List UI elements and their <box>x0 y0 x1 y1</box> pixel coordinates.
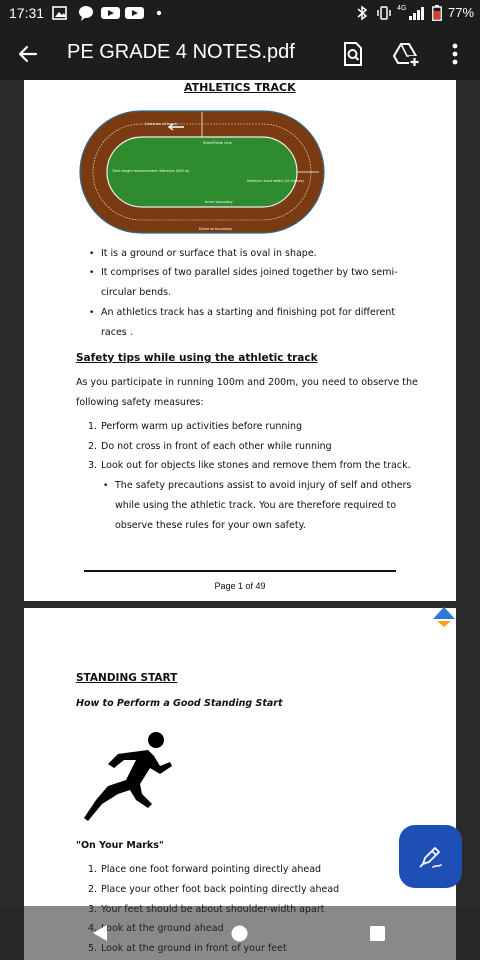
nav-back-icon[interactable] <box>90 923 110 943</box>
footer-rule <box>84 570 396 572</box>
diagram-label-track-length: Track length measurement reference (400 m) <box>112 169 190 173</box>
publisher-logo-icon <box>432 606 456 628</box>
youtube-notification-icon <box>101 5 120 21</box>
back-arrow-icon[interactable] <box>14 40 42 68</box>
bullet-dot: • <box>103 481 109 491</box>
track-bullet-line: It is a ground or surface that is oval in shape. <box>101 248 317 259</box>
chat-notification-icon <box>78 5 94 21</box>
safety-intro-line: As you participate in running 100m and 200m, you need to observe the <box>76 377 418 388</box>
gallery-notification-icon <box>52 5 68 21</box>
safety-item: Do not cross in front of each other while running <box>101 441 332 452</box>
more-notifications-dot-icon <box>155 5 163 21</box>
sub-bullet-line: while using the athletic track. You are therefore required to <box>115 500 397 511</box>
safety-item: Look out for objects like stones and remove them from the track. <box>101 460 411 471</box>
standing-start-step: Place your other foot back pointing directly ahead <box>101 884 340 895</box>
more-vert-icon[interactable] <box>441 40 469 68</box>
app-bar <box>0 28 480 80</box>
list-number: 2. <box>88 441 98 452</box>
on-your-marks-label: "On Your Marks" <box>76 840 164 851</box>
track-bullet-line: circular bends. <box>101 287 172 298</box>
diagram-label-external-boundary: External boundary <box>199 227 233 231</box>
bullet-dot: • <box>89 249 95 259</box>
bluetooth-icon <box>356 5 368 21</box>
safety-item: Perform warm up activities before running <box>101 421 303 432</box>
diagram-label-minimum-width: Minimum track width (10 metres) <box>247 179 304 183</box>
page-heading: ATHLETICS TRACK <box>184 81 296 94</box>
list-number: 1. <box>88 864 98 875</box>
document-search-icon[interactable] <box>339 40 367 68</box>
athletics-track-diagram <box>79 110 325 234</box>
track-bullet-line: races . <box>101 327 133 338</box>
sprinter-silhouette-icon <box>78 728 178 824</box>
status-bar <box>0 0 480 28</box>
battery-percentage: 77% <box>448 5 475 20</box>
list-number: 2. <box>88 884 98 895</box>
nav-home-icon[interactable] <box>230 924 249 943</box>
bullet-dot: • <box>89 308 95 318</box>
list-number: 3. <box>88 460 98 471</box>
bullet-dot: • <box>89 268 95 278</box>
youtube-notification-icon-2 <box>125 5 144 21</box>
safety-heading: Safety tips while using the athletic track <box>76 352 318 364</box>
status-time: 17:31 <box>9 5 45 21</box>
standing-start-subheading: How to Perform a Good Standing Start <box>76 698 283 709</box>
nav-recents-icon[interactable] <box>369 925 386 942</box>
safety-intro-line: following safety measures: <box>76 397 204 408</box>
standing-start-heading: STANDING START <box>76 672 178 684</box>
system-navigation-bar <box>0 906 480 960</box>
sub-bullet-line: observe these rules for your own safety. <box>115 520 306 531</box>
list-number: 1. <box>88 421 98 432</box>
annotate-fab-button[interactable] <box>399 825 462 888</box>
drive-add-icon[interactable] <box>392 40 420 68</box>
signal-strength-icon <box>408 5 426 21</box>
track-bullet-line: An athletics track has a starting and finishing pot for different <box>101 307 396 318</box>
diagram-label-inner-boundary: Inner boundary <box>205 200 233 204</box>
pen-edit-icon <box>417 843 444 870</box>
network-type-label: 4G <box>397 5 407 12</box>
track-bullet-line: It comprises of two parallel sides joined together by two semi- <box>101 267 398 278</box>
document-title: PE GRADE 4 NOTES.pdf <box>67 41 295 63</box>
page-footer: Page 1 of 49 <box>214 581 266 591</box>
diagram-label-start-finish: Start/Finish Line <box>203 141 232 145</box>
pdf-page-1 <box>24 80 456 601</box>
standing-start-step: Place one foot forward pointing directly ahead <box>101 864 322 875</box>
battery-icon <box>432 5 442 21</box>
diagram-label-direction: Direction of travel <box>145 122 178 126</box>
sub-bullet-line: The safety precautions assist to avoid injury of self and others <box>115 480 412 491</box>
vibrate-icon <box>375 5 393 21</box>
